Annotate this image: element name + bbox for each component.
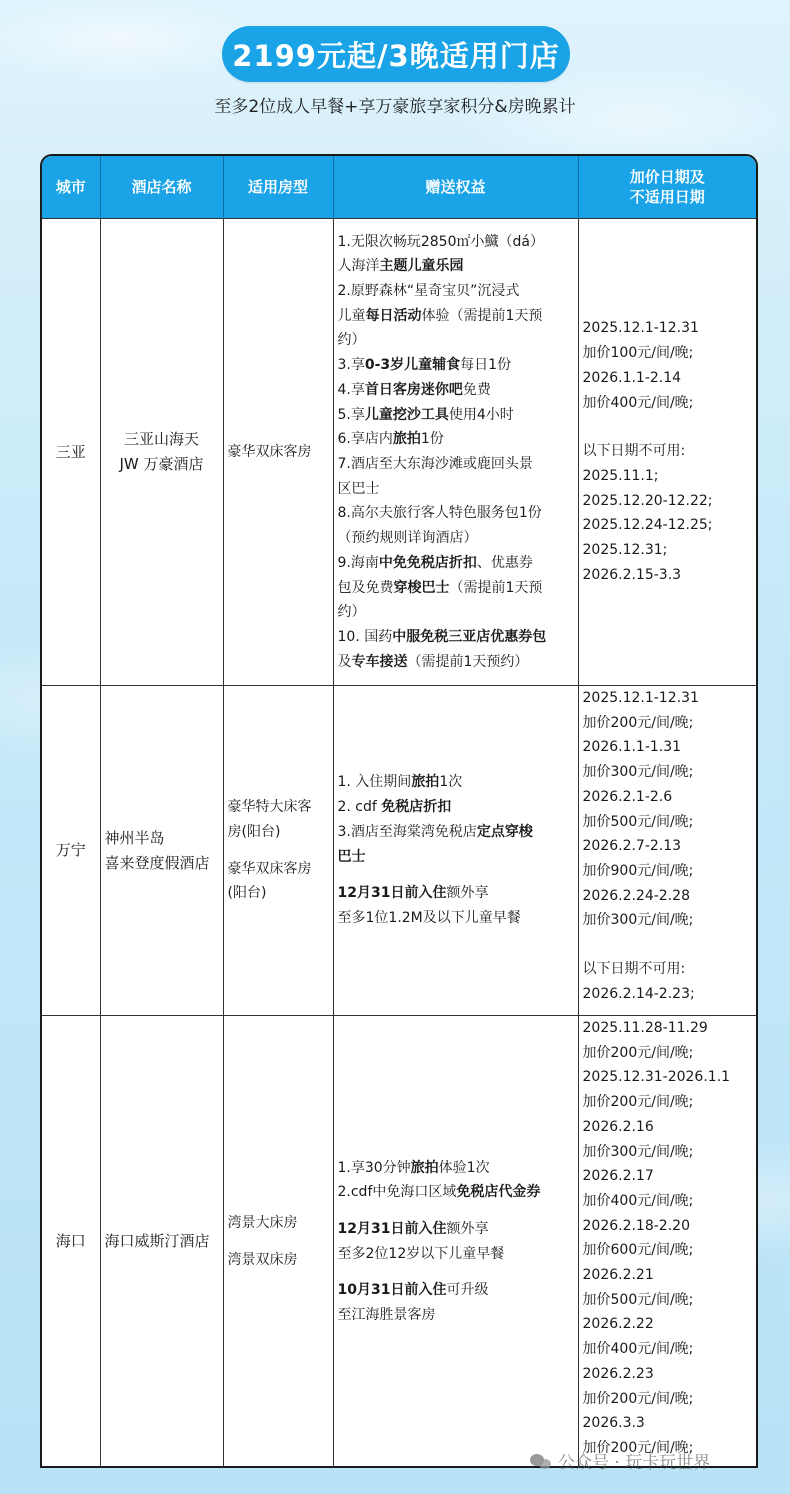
page-title: 2199元起/3晚适用门店 [222,26,570,82]
date-line: 以下日期不可用: [582,961,686,978]
benefit-text: 1.享30分钟 [337,1159,411,1176]
date-line: 加价200元/间/晚; [582,1390,694,1407]
benefit-line [338,254,574,279]
benefit-line [338,526,574,551]
header-dates-line1: 加价日期及 [629,168,705,186]
benefit-line [338,551,574,576]
benefit-line [338,820,574,845]
benefit-text: 2.原野森林“星奇宝贝”沉浸式 [337,283,520,300]
benefit-highlight: 定点穿梭 [476,823,533,840]
date-line: 以下日期不可用: [582,443,686,460]
benefit-highlight: 0-3岁儿童辅食 [364,357,461,374]
room-type-line: 豪华特大床客 [227,799,312,816]
date-line: 加价300元/间/晚; [582,1143,694,1160]
date-line: 2026.2.17 [582,1168,654,1185]
date-line: 2026.1.1-2.14 [582,369,682,386]
hotel-name-line: 三亚山海天 [123,430,199,449]
room-type-line: (阳台) [227,885,267,902]
benefit-line [338,906,574,931]
benefit-line [338,1278,574,1303]
room-type-line: 湾景双床房 [227,1251,298,1268]
benefit-text: （需提前1天预 [449,579,543,596]
room-type-line: 房(阳台) [227,823,281,840]
date-line: 2025.12.31-2026.1.1 [582,1069,731,1086]
header-city: 城市 [42,156,100,219]
cell-dates [578,219,756,686]
benefit-highlight: 中服免税三亚店优惠券包 [392,628,547,645]
benefit-text: 免费 [462,381,491,398]
date-line: 2025.12.1-12.31 [582,320,699,337]
date-line: 2026.2.16 [582,1118,654,1135]
benefit-text: 体验（需提前1天预 [421,307,543,324]
room-type-line [228,1236,329,1248]
benefit-text: 1. 入住期间 [337,774,412,791]
watermark-text: 公众号 · 玩卡玩世界 [558,1453,711,1473]
benefit-text: （需提前1天预约） [407,653,529,670]
benefit-text: 人海洋 [337,258,380,275]
benefit-highlight: 旅拍 [411,774,440,791]
cell-city: 海口 [42,1016,100,1468]
table-row [42,219,756,686]
page-subtitle: 至多2位成人早餐+享万豪旅享家积分&房晚累计 [214,97,576,117]
benefit-text: 体验1次 [438,1159,490,1176]
benefit-text: 至江海胜景客房 [337,1307,436,1324]
benefit-line [338,1266,574,1278]
table-header-row [42,156,756,219]
date-line: 加价200元/间/晚; [582,1044,694,1061]
benefit-text: 、优惠券 [476,554,533,571]
date-line: 加价500元/间/晚; [582,813,694,830]
benefit-line [338,795,574,820]
watermark [530,1448,710,1473]
benefit-line [338,501,574,526]
benefit-line [338,353,574,378]
cell-dates [578,1016,756,1468]
benefit-line [338,230,574,255]
date-line: 加价400元/间/晚; [582,1341,694,1358]
cell-dates [578,686,756,1016]
benefit-text: 5.享 [337,406,365,423]
benefit-text: 可升级 [446,1282,489,1299]
benefit-text: 2. cdf [337,799,382,816]
benefit-highlight: 旅拍 [392,431,421,448]
benefit-text: 使用4小时 [448,406,514,423]
benefit-text: 6.享店内 [337,431,393,448]
date-line: 2026.2.14-2.23; [582,985,695,1002]
date-line: 2026.2.1-2.6 [582,788,673,805]
date-line: 2025.11.28-11.29 [582,1020,708,1036]
benefit-text: 1份 [420,431,444,448]
benefit-text: 额外享 [446,1221,489,1238]
benefit-text: 3.酒店至海棠湾免税店 [337,823,477,840]
date-line: 2025.12.31; [582,542,668,559]
date-line: 加价300元/间/晚; [582,764,694,781]
benefit-text: 1次 [439,774,463,791]
cell-benefits [333,686,578,1016]
benefit-text: 7.酒店至大东海沙滩或鹿回头景 [337,456,533,472]
header-dates [578,156,756,219]
date-line: 加价100元/间/晚; [582,345,694,362]
benefit-line [338,1205,574,1217]
benefit-text: 至多1位1.2M及以下儿童早餐 [337,909,521,926]
benefit-text: 2.cdf中免海口区域 [337,1184,457,1201]
benefit-line [338,304,574,329]
room-type-line [228,845,329,857]
table-row [42,1016,756,1468]
date-line: 2025.11.1; [582,468,659,484]
benefit-line [338,600,574,625]
date-line: 2026.1.1-1.31 [582,739,682,756]
wechat-icon [530,1452,552,1470]
hotel-name-line: 海口威斯汀酒店 [104,1232,210,1251]
date-line: 2026.2.21 [582,1267,654,1284]
cell-benefits [333,219,578,686]
room-type-line: 湾景大床房 [227,1215,298,1232]
benefit-text: 区巴士 [337,480,380,497]
benefit-text: 4.享 [337,381,365,398]
benefit-line [338,770,574,795]
date-line: 加价600元/间/晚; [582,1242,694,1259]
benefit-line [338,625,574,650]
date-line: 2026.2.23 [582,1365,654,1382]
benefit-text: 包及免费 [337,579,394,596]
benefit-text: （预约规则详询酒店） [337,530,478,547]
benefit-line [338,427,574,452]
benefit-line [338,650,574,675]
benefit-text: 9.海南 [337,554,379,571]
benefit-highlight: 主题儿童乐园 [379,258,464,275]
benefit-highlight: 12月31日前入住 [337,885,447,902]
benefit-highlight: 首日客房迷你吧 [364,381,463,398]
date-line: 2026.2.24-2.28 [582,887,690,904]
date-line: 加价200元/间/晚; [582,714,694,731]
date-line: 2025.12.1-12.31 [582,690,699,706]
benefit-line [338,403,574,428]
benefit-highlight: 旅拍 [410,1159,439,1176]
benefit-text: 约） [337,332,366,349]
cell-city: 万宁 [42,686,100,1016]
date-line: 2026.2.22 [582,1316,654,1333]
benefit-line [338,477,574,502]
date-line: 加价200元/间/晚; [582,1094,694,1111]
benefit-text: 至多2位12岁以下儿童早餐 [337,1245,505,1262]
benefit-text: 额外享 [446,885,489,902]
benefit-highlight: 专车接送 [351,653,408,670]
date-line: 2026.3.3 [582,1415,645,1432]
benefit-text: 每日1份 [460,357,512,374]
date-line: 2025.12.20-12.22; [582,492,713,509]
header-room-type: 适用房型 [223,156,333,219]
cell-city: 三亚 [42,219,100,686]
benefit-line [338,1217,574,1242]
benefit-line [338,279,574,304]
cell-room-type [223,686,333,1016]
hotel-name-line: JW 万豪酒店 [119,455,204,473]
benefit-line [338,452,574,477]
hotel-name-line: 神州半岛 [104,828,165,847]
date-line: 2026.2.18-2.20 [582,1217,690,1234]
benefit-line [338,881,574,906]
date-line: 加价400元/间/晚; [582,394,694,411]
benefit-highlight: 10月31日前入住 [337,1282,447,1299]
cell-room-type [223,1016,333,1468]
header-benefits: 赠送权益 [333,156,578,219]
benefit-line [338,1180,574,1205]
date-line: 2026.2.7-2.13 [582,838,682,855]
benefit-highlight: 免税店折扣 [381,799,452,816]
benefit-text: 8.高尔夫旅行客人特色服务包1份 [337,505,542,522]
date-line: 加价400元/间/晚; [582,1192,694,1209]
benefit-highlight: 免税店代金券 [456,1184,541,1201]
benefit-line [338,1156,574,1181]
benefit-text: 儿童 [337,307,366,324]
cell-hotel-name [100,686,223,1016]
benefit-highlight: 中免免税店折扣 [378,554,477,571]
benefit-highlight: 儿童挖沙工具 [364,406,449,423]
date-line: 加价200元/间/晚; [582,1439,694,1456]
benefit-line [338,869,574,881]
benefit-line [338,378,574,403]
date-line: 2026.2.15-3.3 [582,566,682,583]
cell-hotel-name [100,219,223,686]
benefit-text: 约） [337,604,366,621]
benefit-line [338,845,574,870]
cell-room-type [223,219,333,686]
benefit-highlight: 穿梭巴士 [393,579,450,596]
benefit-highlight: 巴士 [337,848,366,865]
room-type-line: 豪华双床客房 [227,860,312,877]
benefit-text: 3.享 [337,357,365,374]
benefit-text: 1.无限次畅玩2850㎡小鱵（dá） [337,233,544,250]
header-dates-line2: 不适用日期 [629,188,705,206]
benefit-line [338,576,574,601]
benefit-line [338,1242,574,1267]
date-line: 加价300元/间/晚; [582,912,694,929]
date-line: 2025.12.24-12.25; [582,517,713,534]
date-line: 加价500元/间/晚; [582,1291,694,1308]
cell-hotel-name [100,1016,223,1468]
benefit-text: 10. 国药 [337,628,393,645]
hotel-table [40,154,758,1468]
benefit-line [338,1303,574,1328]
date-line [583,933,753,957]
benefit-line [338,328,574,353]
hotel-name-line: 喜来登度假酒店 [104,853,210,872]
date-line: 加价900元/间/晚; [582,862,694,879]
benefit-highlight: 每日活动 [365,307,422,324]
room-type-line: 豪华双床客房 [227,443,312,460]
benefit-text: 及 [337,653,352,670]
date-line [583,415,753,439]
header-hotel: 酒店名称 [100,156,223,219]
benefit-highlight: 12月31日前入住 [337,1221,447,1238]
table-row [42,686,756,1016]
cell-benefits [333,1016,578,1468]
